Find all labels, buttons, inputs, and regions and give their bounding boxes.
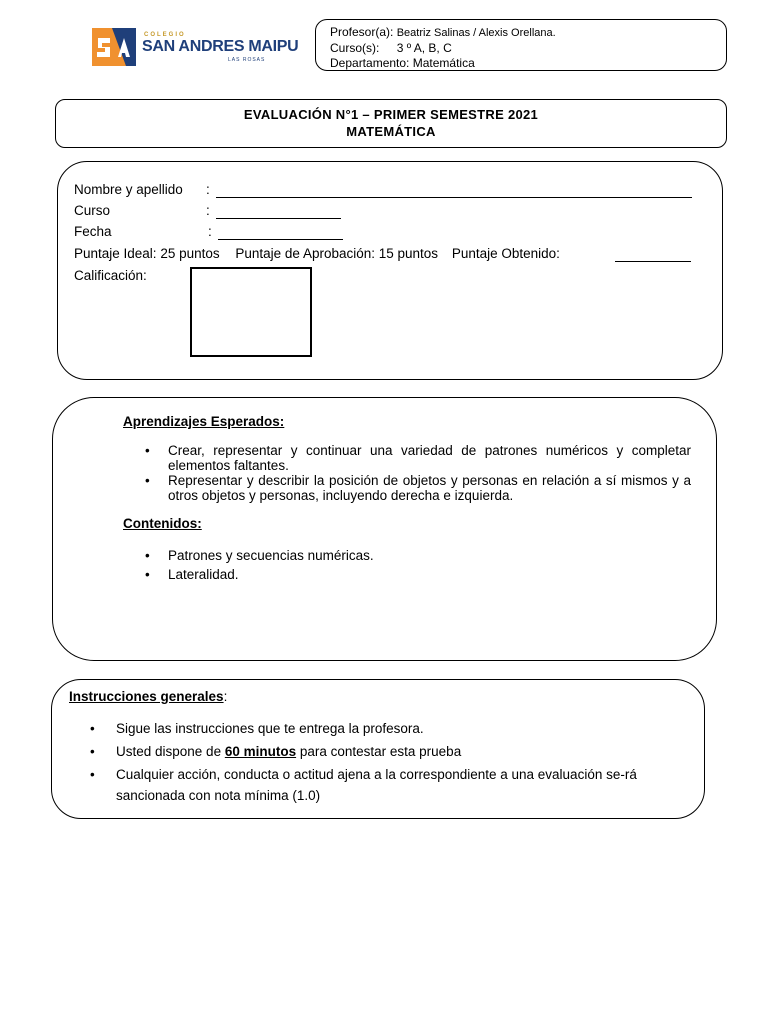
instructions-list	[90, 718, 690, 808]
bullet-icon: •	[145, 548, 150, 563]
curso-row	[74, 203, 110, 218]
bullet-icon: •	[145, 443, 150, 458]
profesor-value: Beatriz Salinas / Alexis Orellana.	[396, 27, 556, 39]
contenidos-list	[145, 548, 691, 582]
school-logo-mark-icon	[92, 28, 136, 66]
departamento-value: Matemática	[412, 56, 475, 70]
nombre-separator: :	[206, 182, 210, 197]
bullet-icon: •	[145, 567, 150, 582]
nombre-blank[interactable]	[216, 183, 692, 198]
time-limit: 60 minutos	[224, 744, 297, 759]
instructions-heading: Instrucciones generales	[69, 689, 224, 704]
calificacion-label: Calificación:	[74, 268, 147, 283]
nombre-row	[74, 182, 183, 197]
aprendizajes-list	[145, 443, 691, 503]
logo-sub-text: LAS ROSAS	[228, 57, 266, 63]
bullet-icon: •	[145, 473, 150, 488]
nombre-label: Nombre y apellido	[74, 182, 183, 197]
contenidos-heading: Contenidos:	[123, 516, 202, 531]
bullet-icon: •	[90, 767, 95, 782]
bullet-icon: •	[90, 744, 95, 759]
teacher-info-box	[315, 19, 727, 71]
puntaje-obtenido-blank[interactable]	[615, 247, 691, 262]
calificacion-row	[74, 268, 147, 283]
list-item: • Representar y describir la posición de objetos y personas en relación a sí mismos y a otros objetos y personas, incluyendo derecha e izquierda.	[145, 473, 691, 503]
puntaje-row	[74, 246, 560, 261]
fecha-row	[74, 224, 112, 239]
puntaje-ideal: Puntaje Ideal: 25 puntos	[74, 246, 220, 261]
fecha-label: Fecha	[74, 224, 112, 239]
list-item: • Lateralidad.	[145, 567, 239, 582]
logo-main-text: SAN ANDRES MAIPU	[142, 38, 299, 55]
curso-field-label: Curso	[74, 203, 111, 218]
list-item: • Usted dispone de 60 minutos para contestar esta prueba	[90, 741, 690, 762]
profesor-label: Profesor(a):	[330, 25, 394, 39]
learning-box	[52, 397, 717, 661]
curso-separator: :	[206, 203, 210, 218]
exam-title-box	[55, 99, 727, 148]
curso-line	[330, 41, 726, 56]
list-item: • Sigue las instrucciones que te entrega la profesora.	[90, 718, 690, 739]
exam-subject: MATEMÁTICA	[346, 124, 436, 139]
instructions-box	[51, 679, 705, 819]
school-logo	[92, 28, 299, 68]
puntaje-obtenido-label: Puntaje Obtenido:	[451, 246, 560, 261]
bullet-icon: •	[90, 721, 95, 736]
aprendizajes-heading: Aprendizajes Esperados:	[123, 414, 285, 429]
departamento-label: Departamento:	[330, 56, 410, 70]
logo-small-text: COLEGIO	[144, 32, 186, 38]
instructions-heading-suffix: :	[223, 689, 228, 704]
puntaje-aprobacion: Puntaje de Aprobación: 15 puntos	[235, 246, 439, 261]
student-info-box	[57, 161, 723, 380]
fecha-blank[interactable]	[218, 225, 343, 240]
grade-box[interactable]	[190, 267, 312, 357]
instructions-heading-line	[69, 689, 227, 704]
curso-label: Curso(s):	[330, 41, 380, 55]
exam-title: EVALUACIÓN N°1 – PRIMER SEMESTRE 2021	[243, 107, 539, 122]
list-item: • Patrones y secuencias numéricas.	[145, 548, 374, 563]
fecha-separator: :	[208, 224, 212, 239]
departamento-line	[330, 56, 726, 71]
curso-blank[interactable]	[216, 204, 341, 219]
list-item: • Crear, representar y continuar una variedad de patrones numéricos y completar elementos faltantes.	[145, 443, 691, 473]
curso-value: 3 º A, B, C	[396, 41, 452, 55]
list-item: • Cualquier acción, conducta o actitud ajena a la correspondiente a una evaluación se-rá sancionada con nota mínima (1.0)	[90, 764, 690, 806]
profesor-line	[330, 25, 726, 41]
